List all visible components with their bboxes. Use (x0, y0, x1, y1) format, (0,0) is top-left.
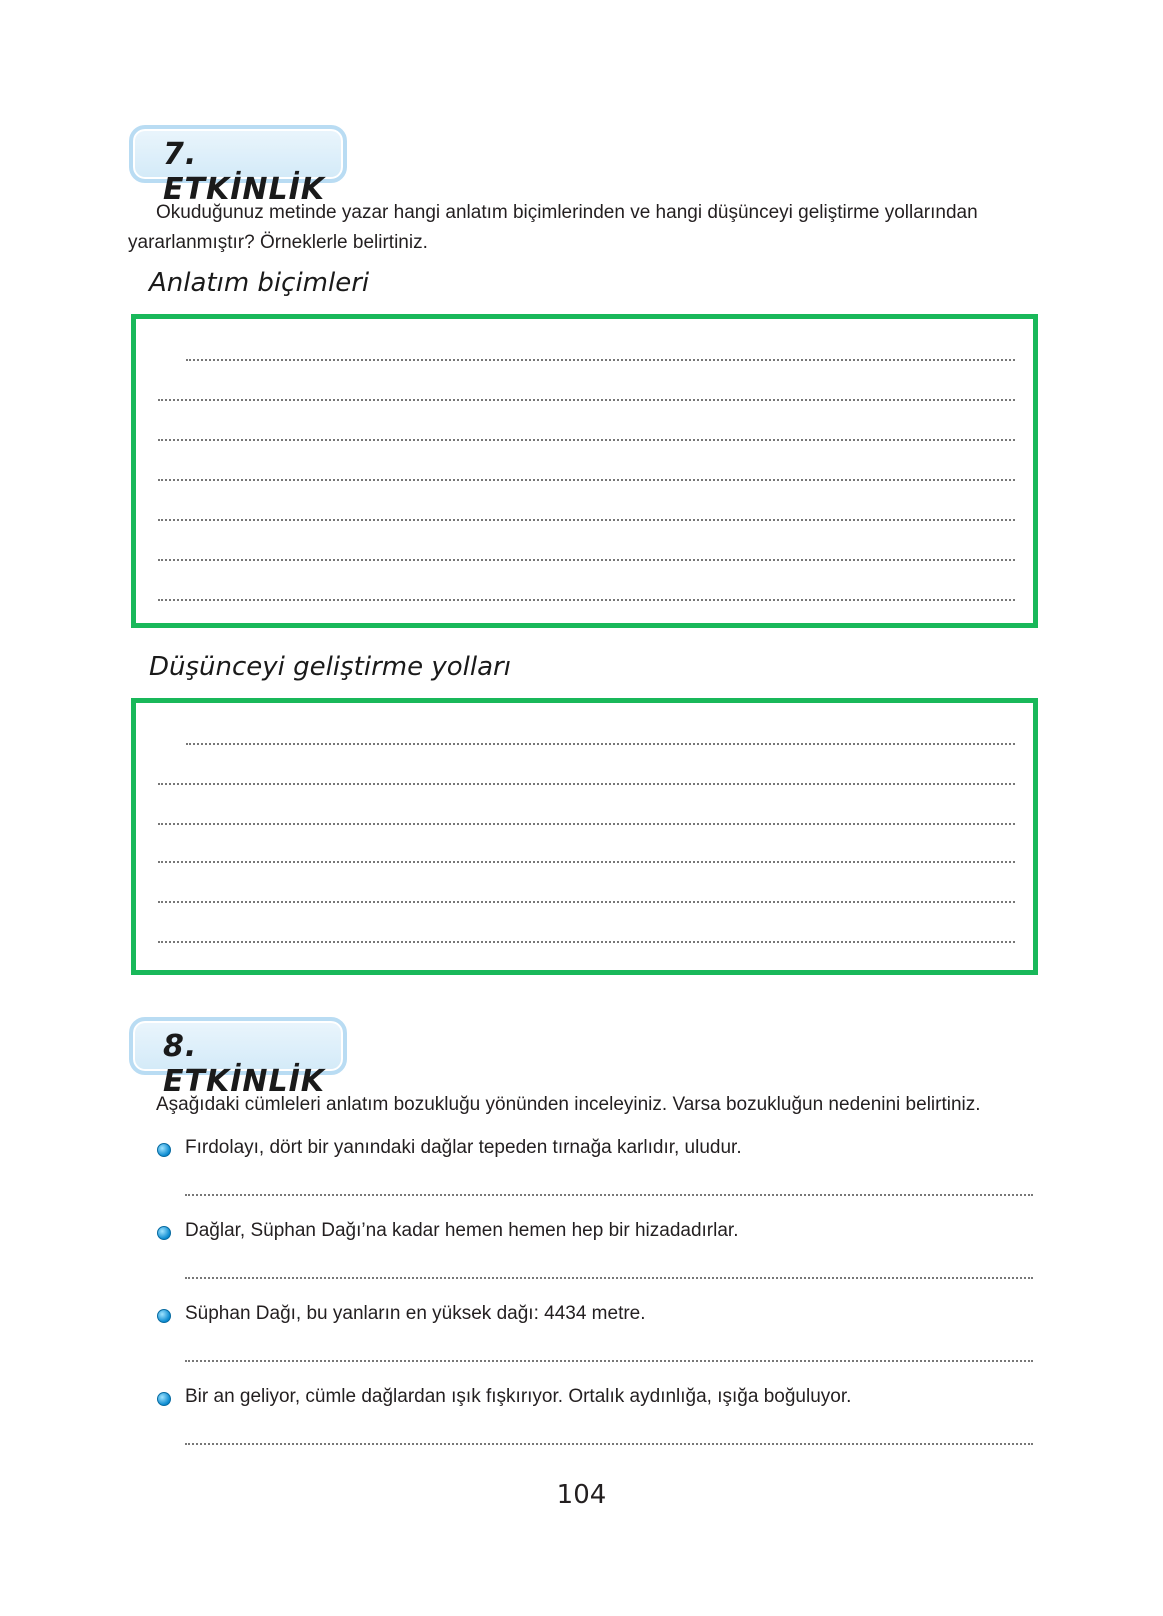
answer-line[interactable] (185, 1277, 1033, 1279)
activity-7-title: 7. ETKİNLİK (163, 137, 325, 207)
section-heading-anlatim: Anlatım biçimleri (149, 268, 370, 298)
bullet-icon (157, 1392, 171, 1406)
activity-8-title: 8. ETKİNLİK (163, 1029, 325, 1099)
answer-box-anlatim[interactable] (131, 314, 1038, 628)
activity-7-badge (129, 125, 347, 207)
answer-line[interactable] (158, 823, 1015, 825)
sentence-item: Süphan Dağı, bu yanların en yüksek dağı: 4434 metre. (185, 1303, 646, 1324)
bullet-icon (157, 1143, 171, 1157)
answer-line[interactable] (186, 359, 1015, 361)
answer-line[interactable] (158, 399, 1015, 401)
page-number: 104 (556, 1480, 607, 1510)
answer-line[interactable] (185, 1443, 1033, 1445)
answer-line[interactable] (158, 519, 1015, 521)
answer-line[interactable] (158, 439, 1015, 441)
answer-line[interactable] (158, 559, 1015, 561)
answer-box-dusunce[interactable] (131, 698, 1038, 975)
answer-line[interactable] (185, 1360, 1033, 1362)
section-heading-dusunce: Düşünceyi geliştirme yolları (149, 652, 511, 682)
sentence-item: Bir an geliyor, cümle dağlardan ışık fışkırıyor. Ortalık aydınlığa, ışığa boğuluyor. (185, 1386, 852, 1407)
sentence-item: Fırdolayı, dört bir yanındaki dağlar tepeden tırnağa karlıdır, uludur. (185, 1137, 742, 1158)
answer-line[interactable] (158, 599, 1015, 601)
activity-7-intro: Okuduğunuz metinde yazar hangi anlatım biçimlerinden ve hangi düşünceyi geliştirme yollarından yararlanmıştır? Örneklerle belirtiniz. (128, 202, 978, 253)
bullet-icon (157, 1226, 171, 1240)
answer-line[interactable] (158, 941, 1015, 943)
answer-line[interactable] (158, 861, 1015, 863)
answer-line[interactable] (185, 1194, 1033, 1196)
answer-line[interactable] (158, 901, 1015, 903)
bullet-icon (157, 1309, 171, 1323)
answer-line[interactable] (158, 479, 1015, 481)
answer-line[interactable] (158, 783, 1015, 785)
sentence-item: Dağlar, Süphan Dağı’na kadar hemen hemen hep bir hizadadırlar. (185, 1220, 739, 1241)
activity-8-intro: Aşağıdaki cümleleri anlatım bozukluğu yönünden inceleyiniz. Varsa bozukluğun nedenini belirtiniz. (156, 1094, 981, 1115)
answer-line[interactable] (186, 743, 1015, 745)
activity-8-badge (129, 1017, 347, 1099)
